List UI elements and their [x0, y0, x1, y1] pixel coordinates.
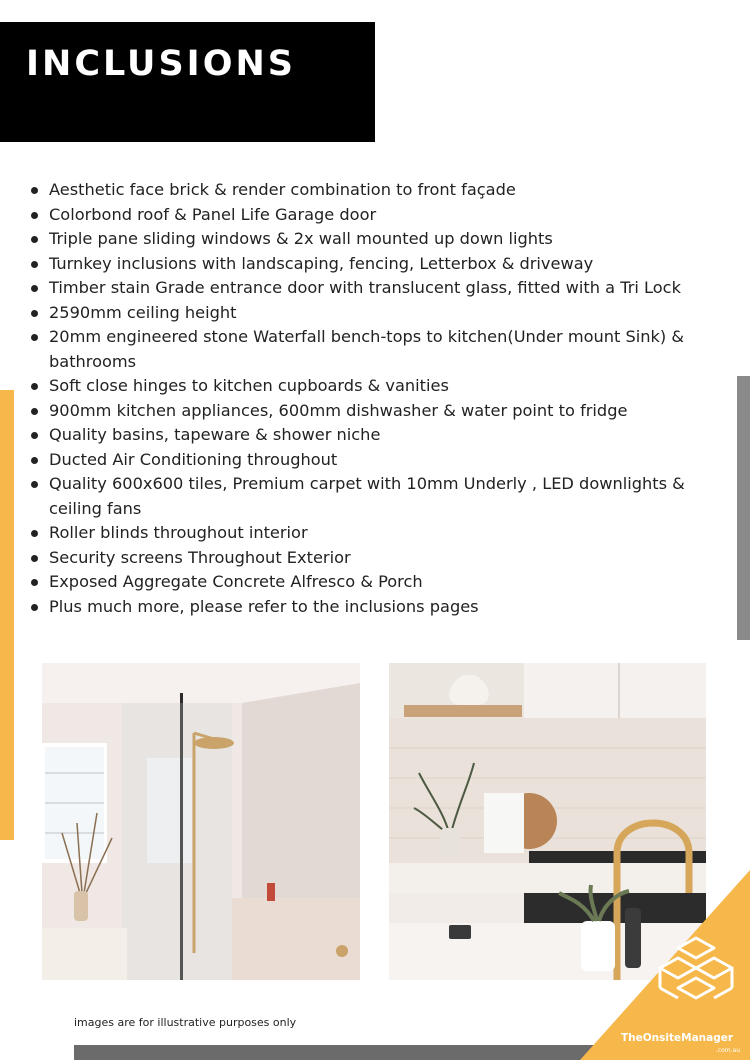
inclusion-item: Colorbond roof & Panel Life Garage door — [30, 203, 710, 228]
inclusion-item: Timber stain Grade entrance door with translucent glass, fitted with a Tri Lock — [30, 276, 710, 301]
inclusion-item: Plus much more, please refer to the inclusions pages — [30, 595, 710, 620]
inclusion-item: Quality basins, tapeware & shower niche — [30, 423, 710, 448]
inclusion-item: Security screens Throughout Exterior — [30, 546, 710, 571]
inclusion-item: Aesthetic face brick & render combination to front façade — [30, 178, 710, 203]
brand-domain: .com.au — [715, 1047, 740, 1054]
inclusion-item: Exposed Aggregate Concrete Alfresco & Porch — [30, 570, 710, 595]
accent-bar-right — [737, 376, 750, 640]
inclusion-item: Triple pane sliding windows & 2x wall mounted up down lights — [30, 227, 710, 252]
inclusion-item: Roller blinds throughout interior — [30, 521, 710, 546]
page-title: INCLUSIONS — [26, 44, 296, 84]
image-disclaimer: images are for illustrative purposes only — [74, 1016, 297, 1029]
inclusion-item: 900mm kitchen appliances, 600mm dishwasher & water point to fridge — [30, 399, 710, 424]
inclusion-item: Quality 600x600 tiles, Premium carpet with 10mm Underly , LED downlights & ceiling fans — [30, 472, 710, 521]
inclusion-item: Ducted Air Conditioning throughout — [30, 448, 710, 473]
inclusion-item: 20mm engineered stone Waterfall bench-tops to kitchen(Under mount Sink) & bathrooms — [30, 325, 710, 374]
inclusions-list — [30, 178, 710, 619]
brand-name: TheOnsiteManager — [620, 1032, 734, 1044]
brand-corner-logo — [580, 870, 750, 1060]
bathroom-photo — [42, 663, 360, 980]
accent-bar-left — [0, 390, 14, 840]
inclusion-item: 2590mm ceiling height — [30, 301, 710, 326]
inclusion-item: Soft close hinges to kitchen cupboards & vanities — [30, 374, 710, 399]
inclusion-item: Turnkey inclusions with landscaping, fencing, Letterbox & driveway — [30, 252, 710, 277]
